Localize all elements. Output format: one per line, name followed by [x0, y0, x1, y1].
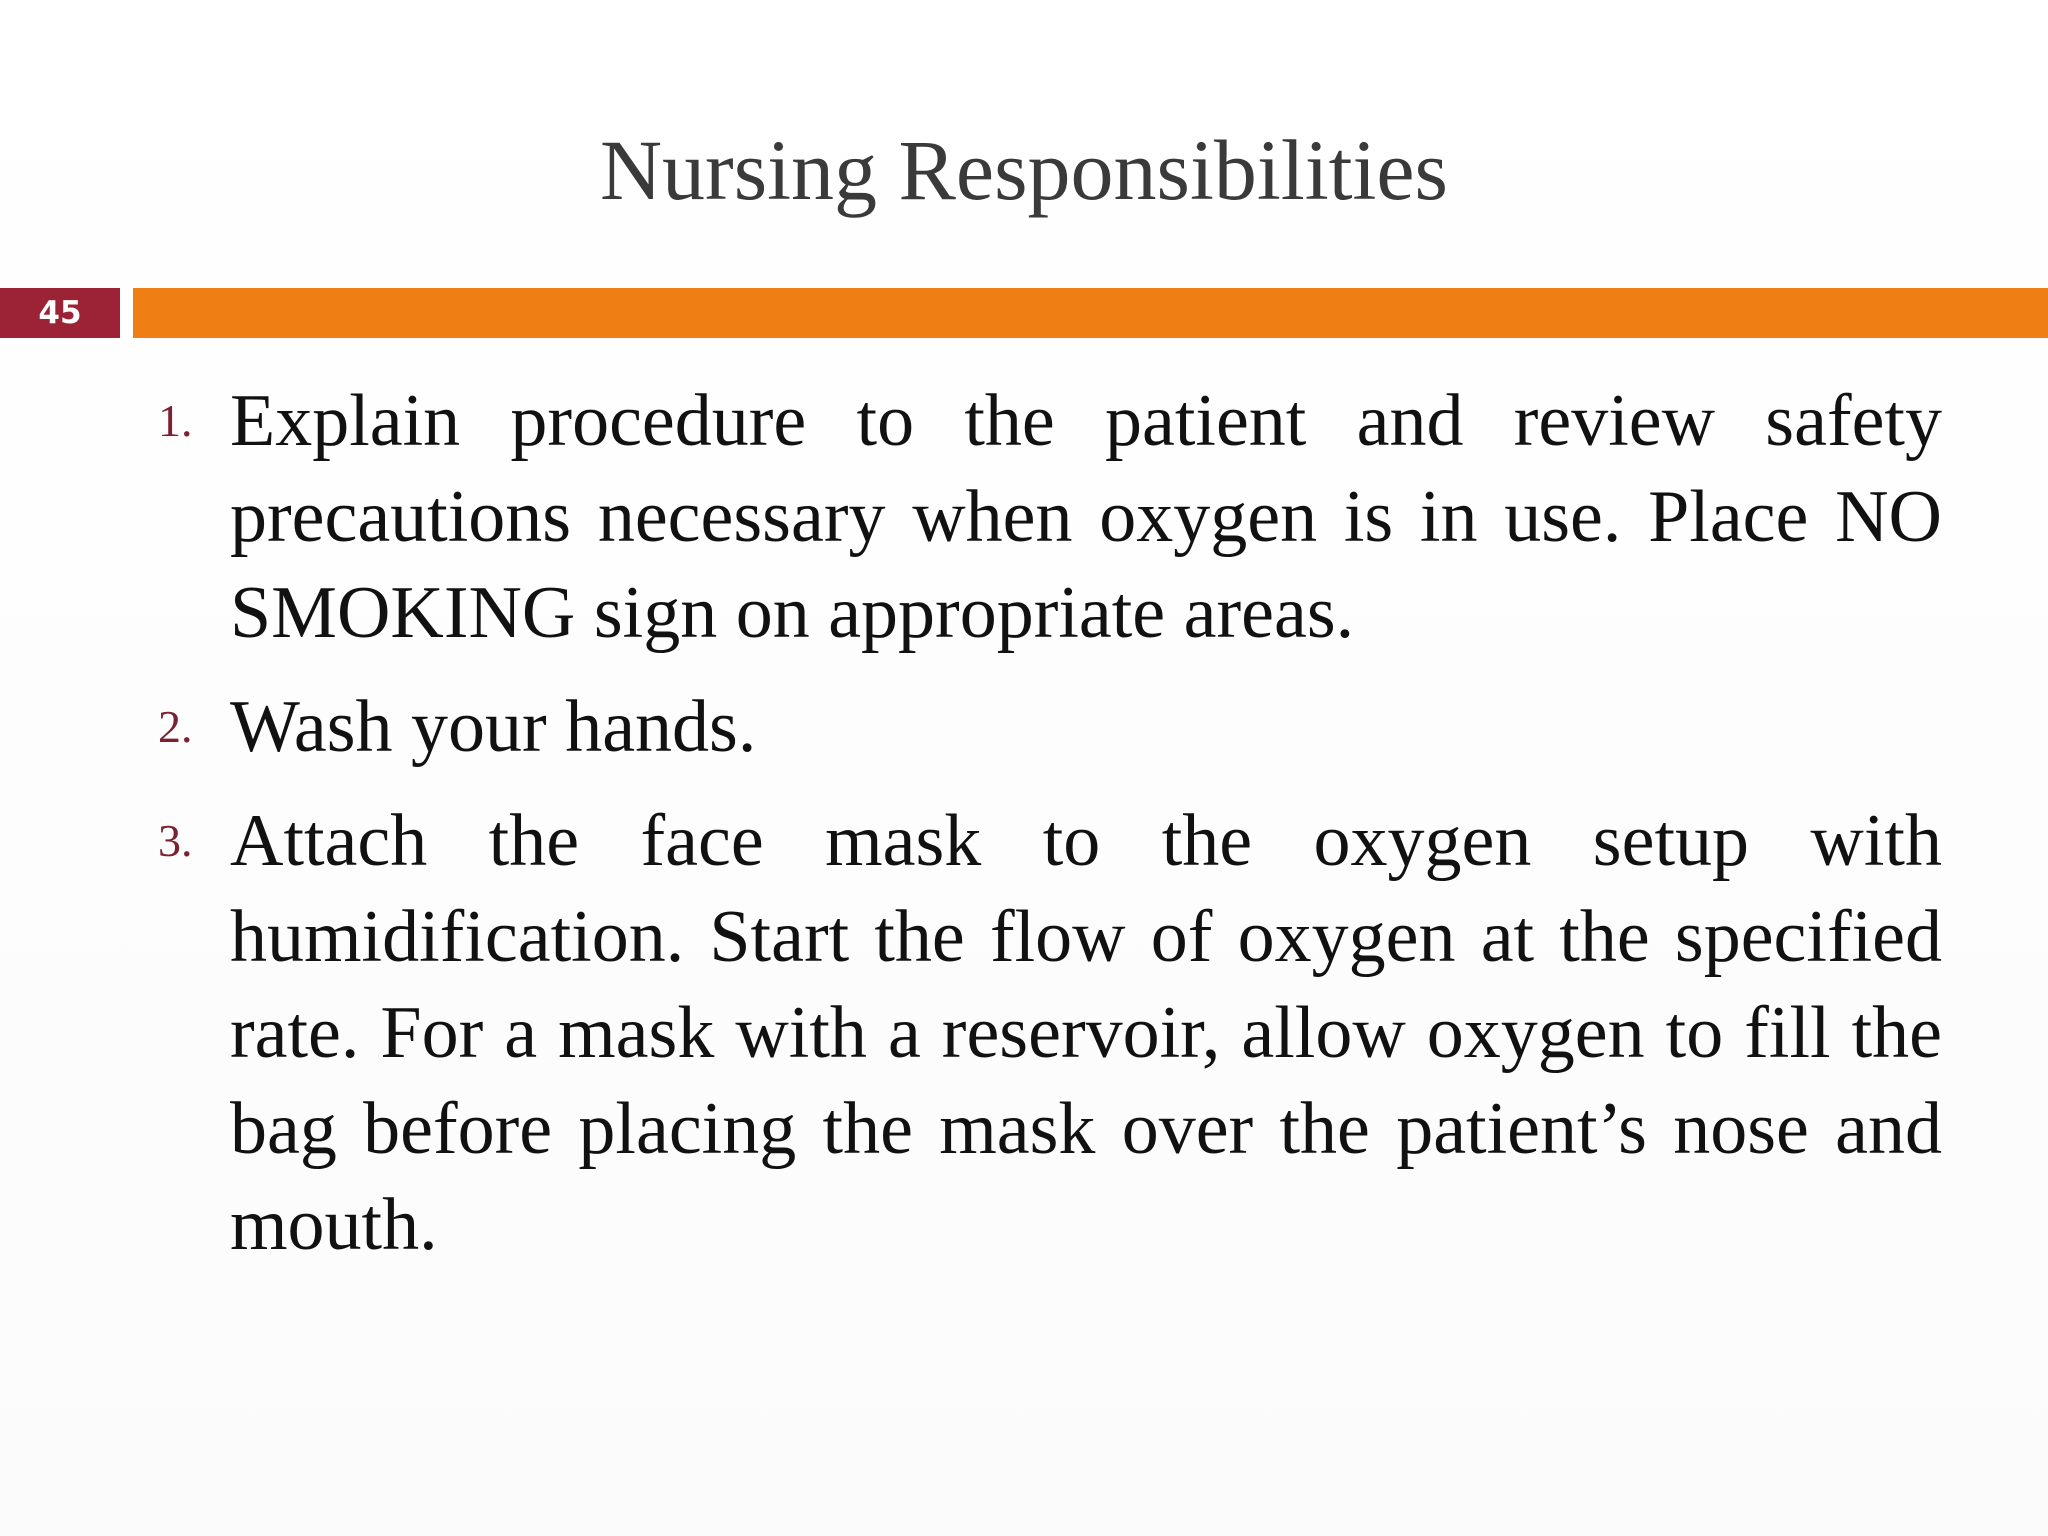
list-item-3 — [150, 793, 1942, 1273]
list-marker: 2. — [158, 701, 193, 752]
slide-number-badge: 45 — [0, 288, 120, 338]
numbered-list — [150, 373, 1942, 1291]
list-item-2 — [150, 679, 1942, 775]
list-item-text: Explain procedure to the patient and review safety precautions necessary when oxygen is in use. Place NO SMOKING sign on appropriate areas. — [230, 380, 1942, 654]
list-item-text: Attach the face mask to the oxygen setup with humidification. Start the flow of oxygen at the specified rate. For a mask with a reservoir, allow oxygen to fill the bag before placing the mask over the patient’s nose and mouth. — [230, 800, 1942, 1266]
slide-title: Nursing Responsibilities — [599, 122, 1449, 218]
list-marker: 3. — [158, 815, 193, 866]
list-item-text: Wash your hands. — [230, 686, 757, 768]
accent-bar — [133, 288, 2048, 338]
list-marker: 1. — [158, 395, 193, 446]
list-item-1 — [150, 373, 1942, 661]
